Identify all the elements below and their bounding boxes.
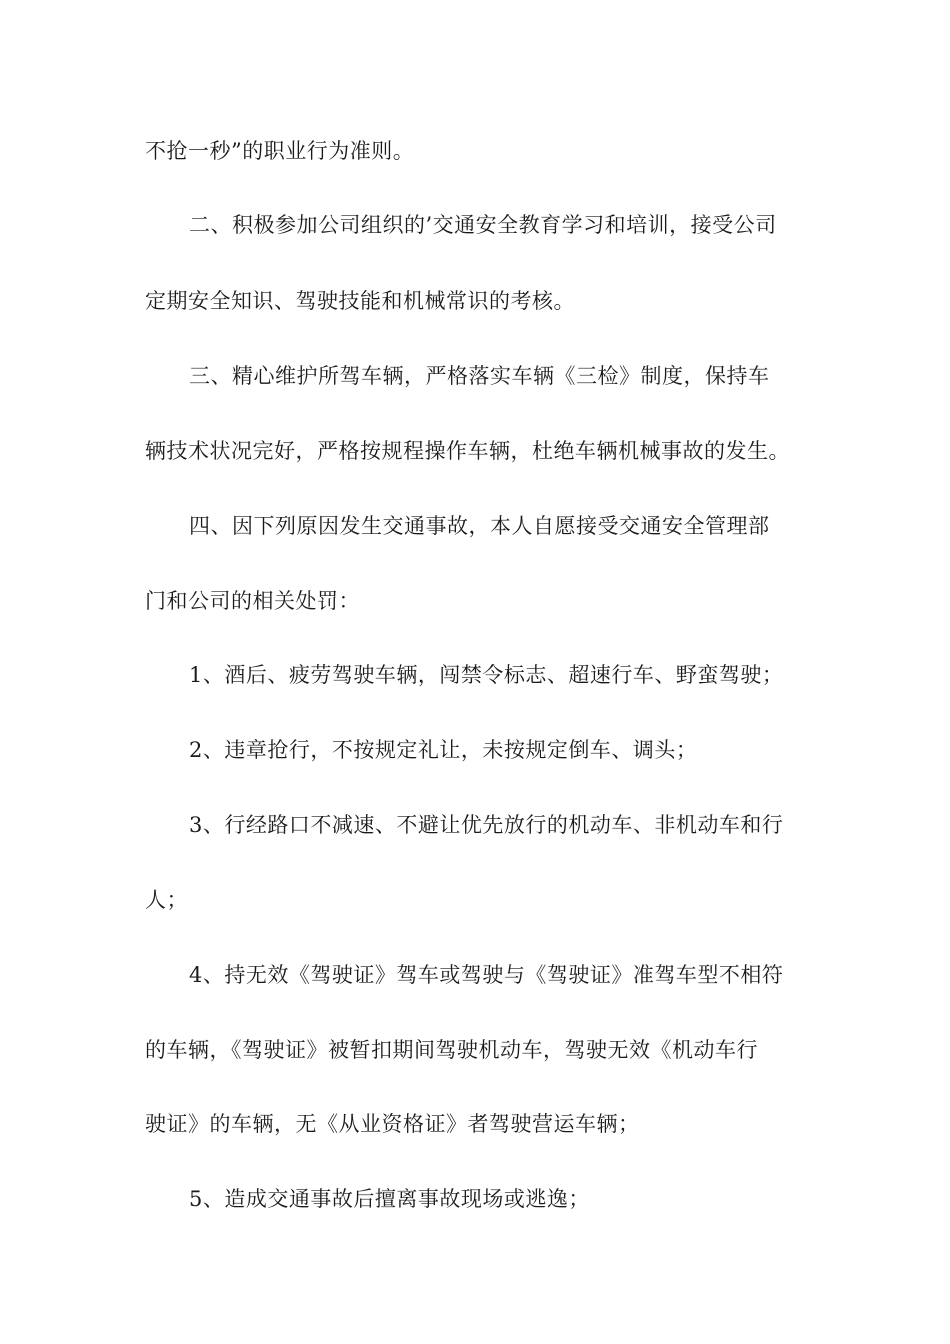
paragraph-4-line-1: 四、因下列原因发生交通事故，本人自愿接受交通安全管理部 bbox=[189, 514, 770, 538]
paragraph-2-line-1: 二、积极参加公司组织的’交通安全教育学习和培训，接受公司 bbox=[189, 213, 777, 237]
list-item-4-line-1: 4、持无效《驾驶证》驾车或驾驶与《驾驶证》准驾车型不相符 bbox=[189, 963, 784, 987]
paragraph-4-line-2: 门和公司的相关处罚： bbox=[145, 589, 360, 613]
list-item-1: 1、酒后、疲劳驾驶车辆，闯禁令标志、超速行车、野蛮驾驶； bbox=[189, 663, 784, 687]
list-item-3-line-2: 人； bbox=[145, 888, 188, 912]
list-item-4-line-3: 驶证》的车辆，无《从业资格证》者驾驶营运车辆； bbox=[145, 1112, 640, 1136]
list-item-5: 5、造成交通事故后擅离事故现场或逃逸； bbox=[189, 1187, 590, 1211]
list-item-2: 2、违章抢行，不按规定礼让，未按规定倒车、调头； bbox=[189, 738, 698, 762]
paragraph-3-line-1: 三、精心维护所驾车辆，严格落实车辆《三检》制度，保持车 bbox=[189, 364, 770, 388]
list-item-4-line-2: 的车辆，《驾驶证》被暂扣期间驾驶机动车，驾驶无效《机动车行 bbox=[145, 1038, 758, 1062]
paragraph-2-line-2: 定期安全知识、驾驶技能和机械常识的考核。 bbox=[145, 289, 575, 313]
paragraph-3-line-2: 辆技术状况完好，严格按规程操作车辆，杜绝车辆机械事故的发生。 bbox=[145, 439, 790, 463]
list-item-3-line-1: 3、行经路口不减速、不避让优先放行的机动车、非机动车和行 bbox=[189, 813, 784, 837]
text-line-1: 不抢一秒”的职业行为准则。 bbox=[145, 139, 415, 163]
